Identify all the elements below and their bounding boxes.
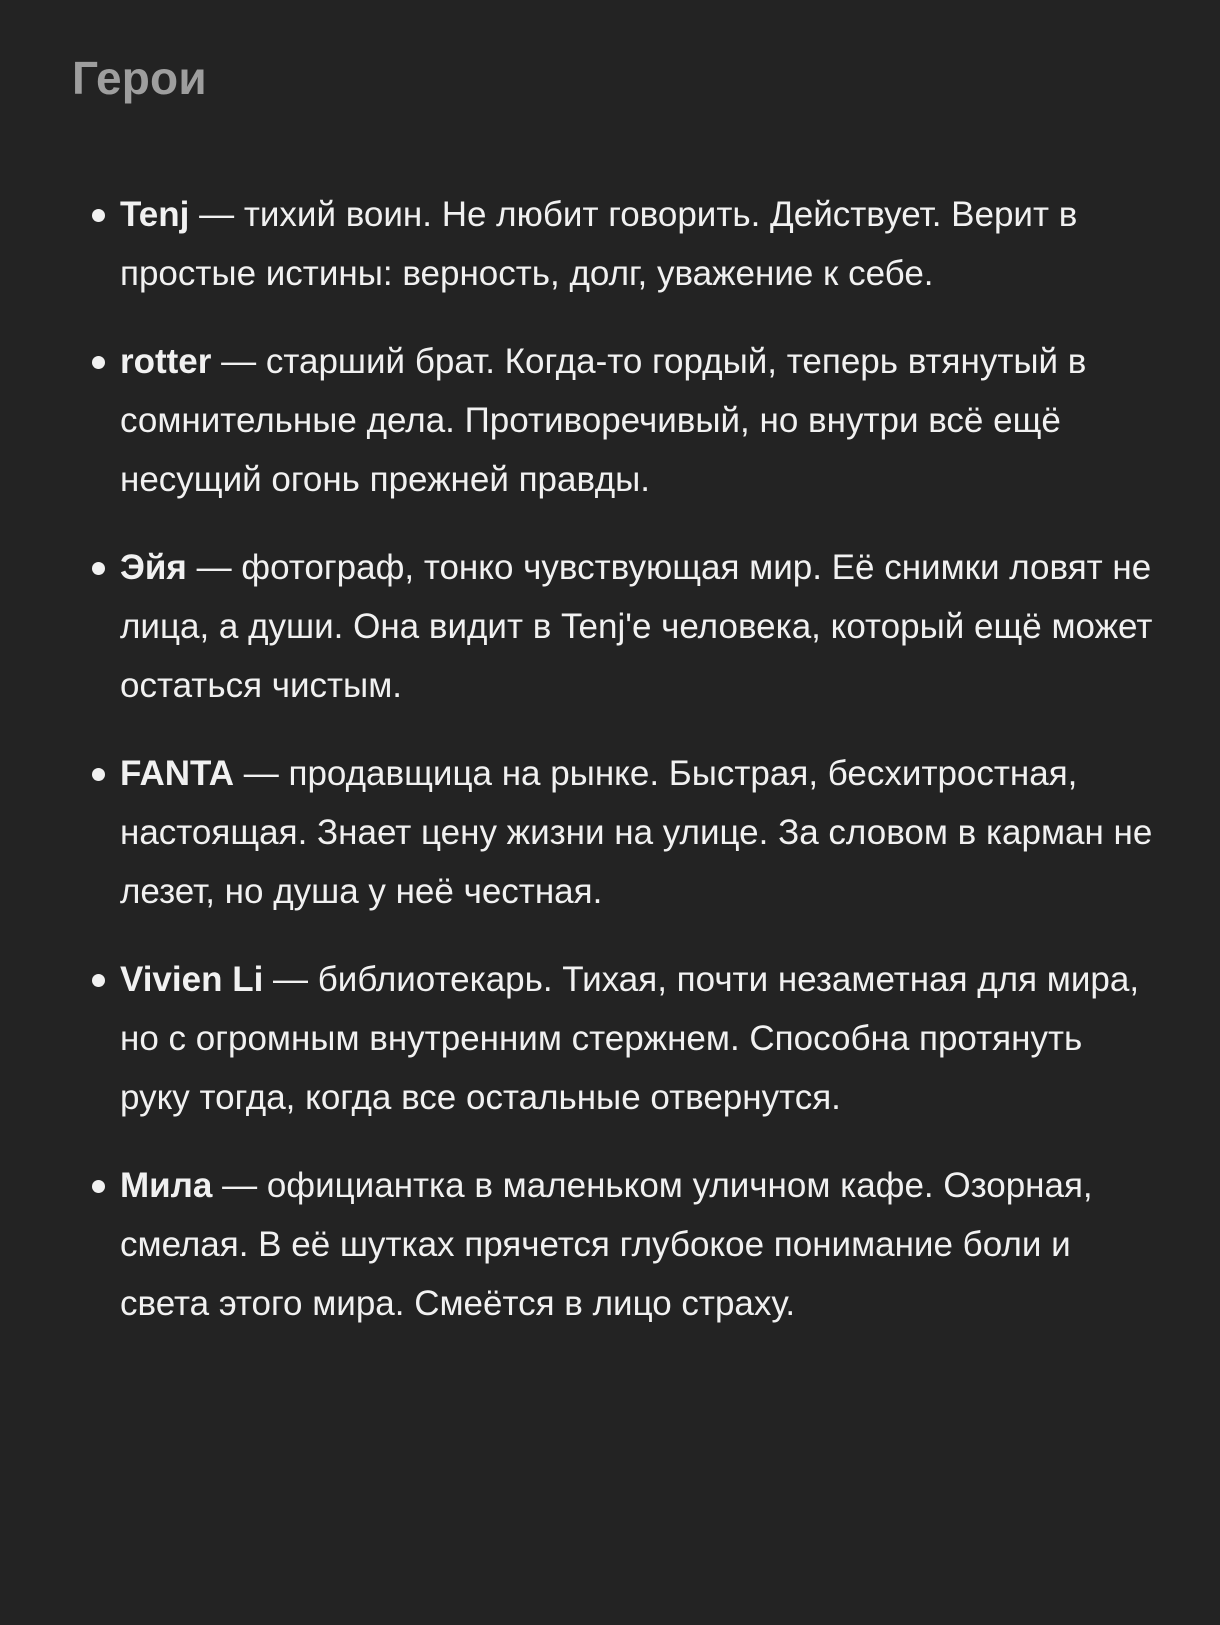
hero-name: Vivien Li	[120, 960, 264, 999]
list-item	[72, 950, 1160, 1127]
list-item	[72, 1156, 1160, 1333]
list-item	[72, 744, 1160, 921]
hero-name: Tenj	[120, 195, 190, 234]
hero-name: FANTA	[120, 754, 235, 793]
hero-description: фотограф, тонко чувствующая мир. Её снимки ловят не лица, а души. Она видит в Tenj'е человека, который ещё может остаться чистым.	[120, 548, 1153, 705]
hero-description: старший брат. Когда-то гордый, теперь втянутый в сомнительные дела. Противоречивый, но внутри всё ещё несущий огонь прежней правды.	[120, 342, 1087, 499]
dash-separator: —	[211, 342, 266, 381]
list-item	[72, 332, 1160, 509]
bullet-icon	[92, 209, 105, 222]
dash-separator: —	[189, 195, 244, 234]
hero-description: официантка в маленьком уличном кафе. Озорная, смелая. В её шутках прячется глубокое понимание боли и света этого мира. Смеётся в лицо страху.	[120, 1166, 1093, 1323]
bullet-icon	[92, 768, 105, 781]
bullet-icon	[92, 356, 105, 369]
bullet-icon	[92, 562, 105, 575]
section-heading: Герои	[72, 52, 207, 104]
hero-description: библиотекарь. Тихая, почти незаметная для мира, но с огромным внутренним стержнем. Способна протянуть руку тогда, когда все остальные отвернутся.	[120, 960, 1140, 1117]
hero-name: rotter	[120, 342, 212, 381]
list-item	[72, 185, 1160, 303]
hero-list	[72, 185, 1160, 1333]
dash-separator: —	[212, 1166, 267, 1205]
hero-description: продавщица на рынке. Быстрая, бесхитростная, настоящая. Знает цену жизни на улице. За словом в карман не лезет, но душа у неё честная.	[120, 754, 1153, 911]
hero-name: Эйя	[120, 548, 187, 587]
hero-name: Мила	[120, 1166, 213, 1205]
bullet-icon	[92, 974, 105, 987]
dash-separator: —	[234, 754, 289, 793]
dash-separator: —	[263, 960, 318, 999]
bullet-icon	[92, 1180, 105, 1193]
list-item	[72, 538, 1160, 715]
hero-description: тихий воин. Не любит говорить. Действует. Верит в простые истины: верность, долг, уважение к себе.	[120, 195, 1078, 293]
dash-separator: —	[186, 548, 242, 587]
